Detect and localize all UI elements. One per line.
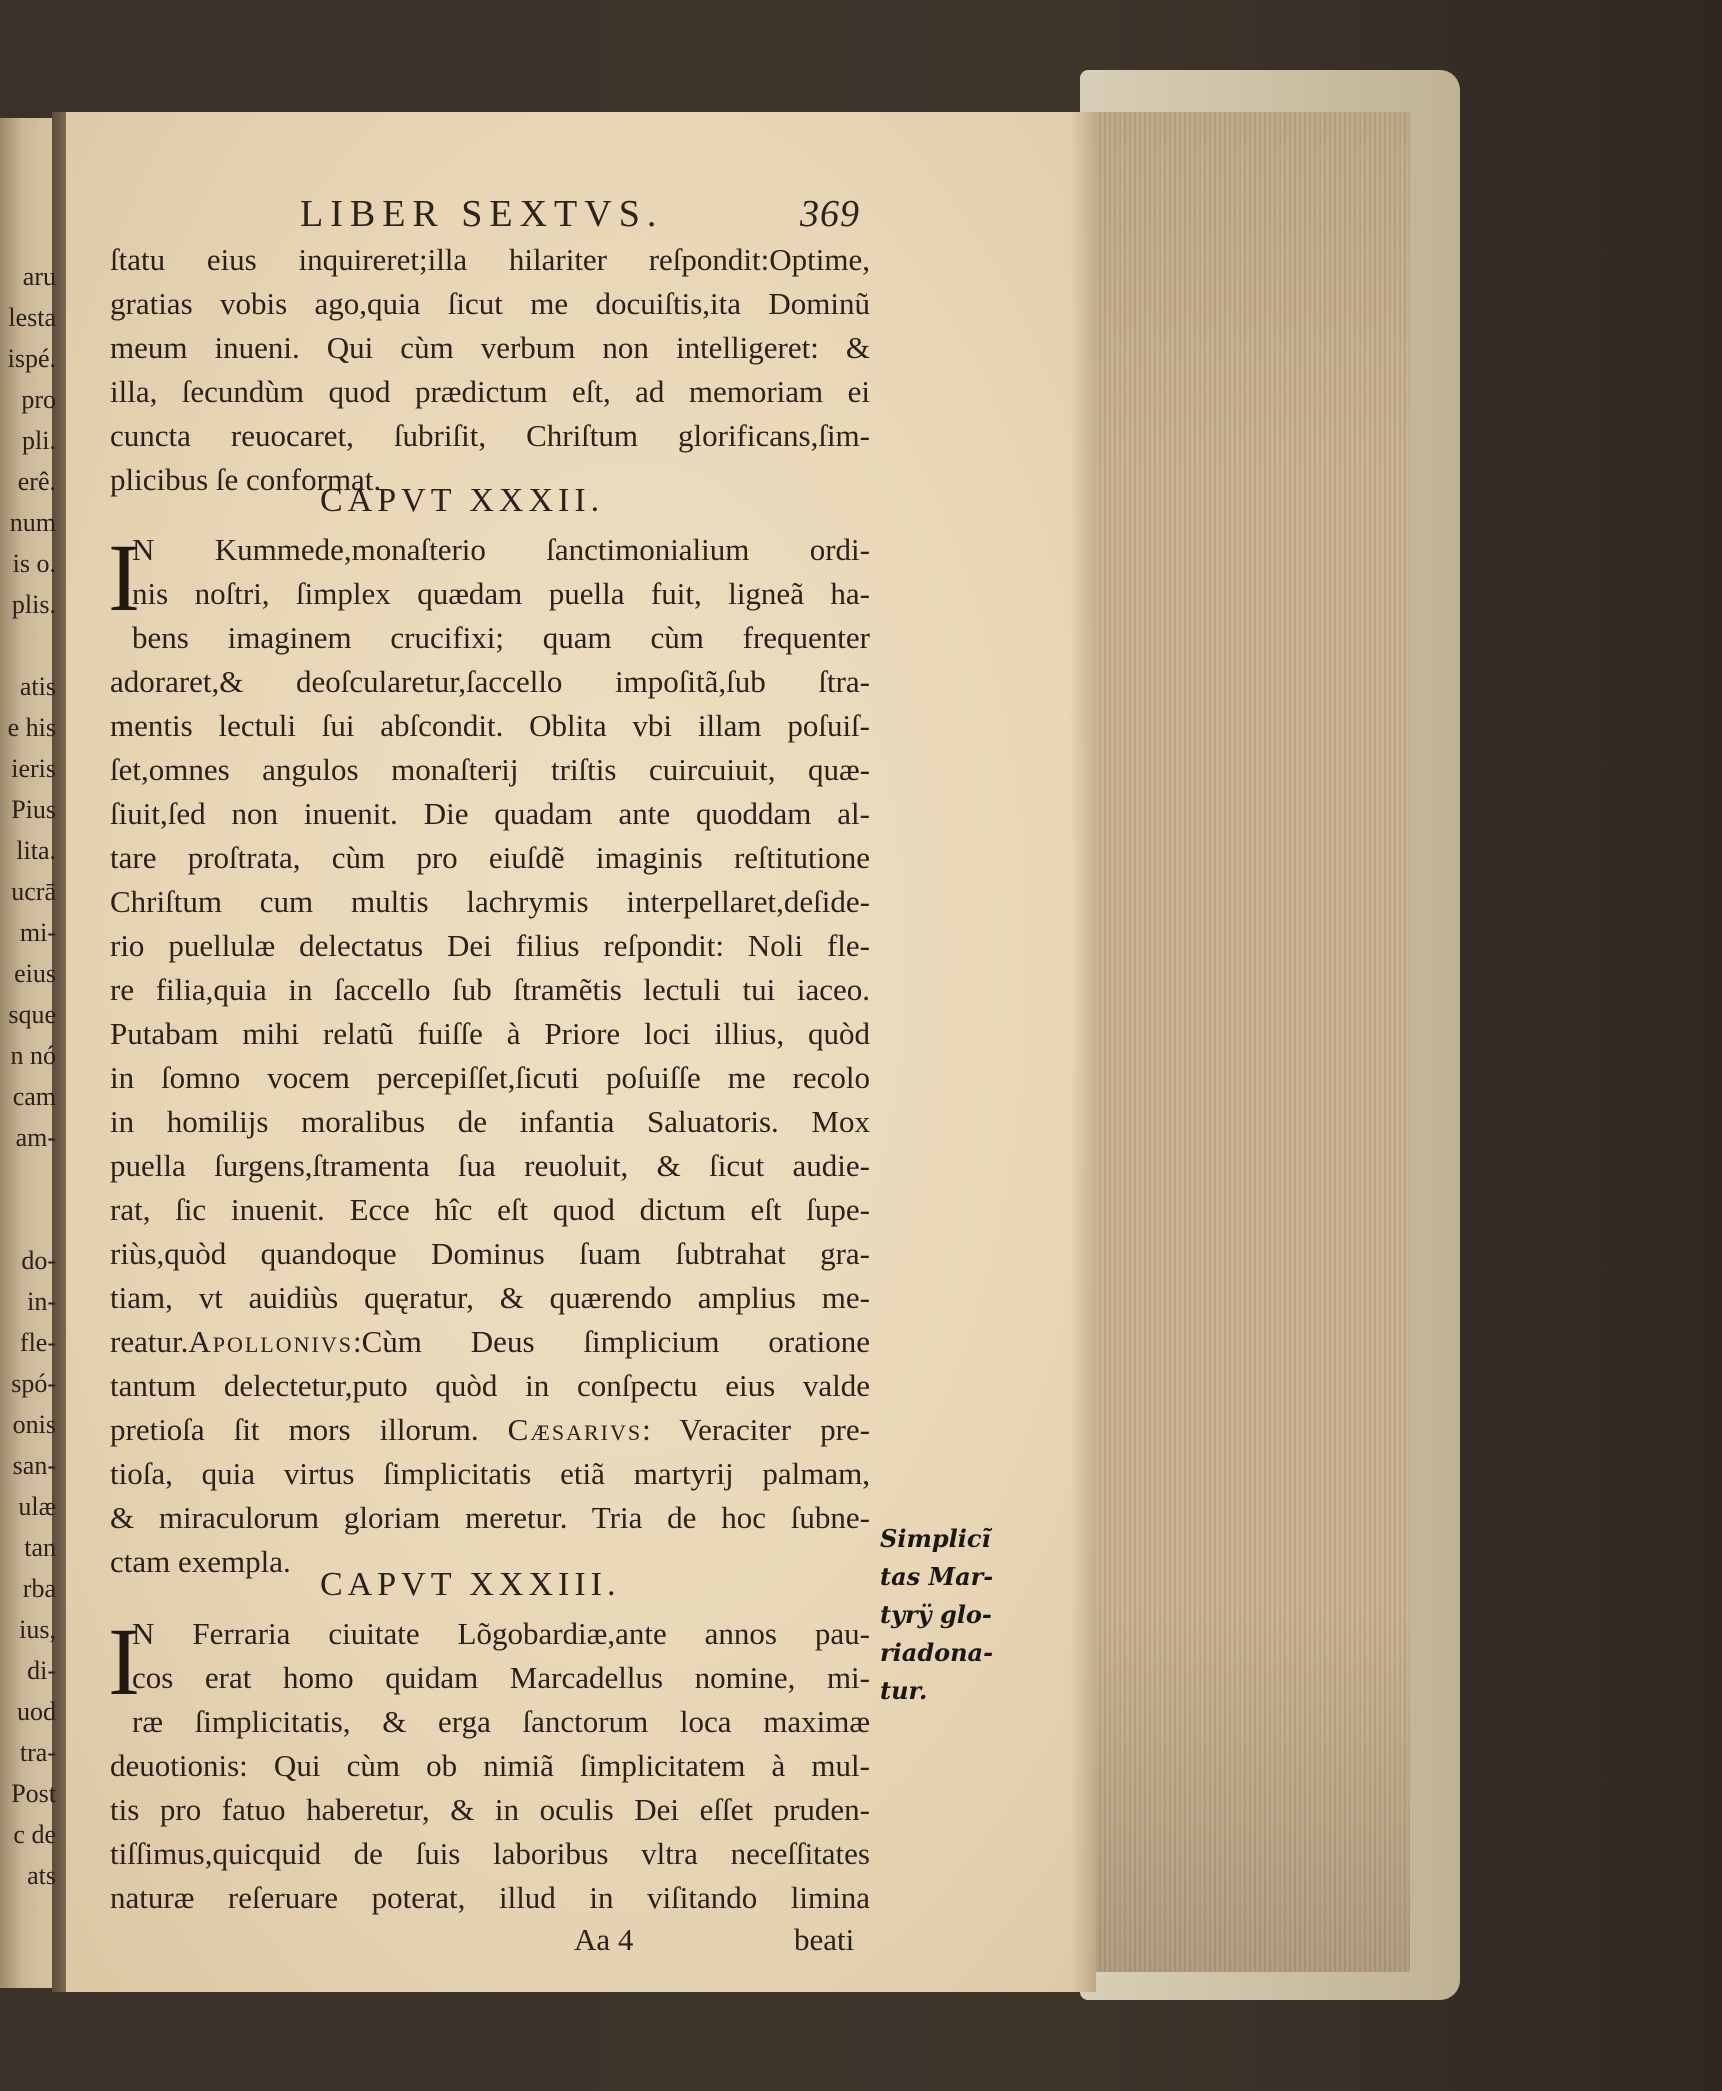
left-page-fragment-text: eius	[14, 959, 56, 988]
text-line: N Kummede,monaſterio ſanctimonialium ordi-	[132, 532, 870, 567]
marginal-note	[880, 1520, 1030, 1710]
text-line: ſiuit,ſed non inuenit. Die quadam ante quoddam al-	[110, 796, 870, 831]
left-page-fragment-text: plis.	[11, 590, 56, 619]
chapter-heading: CAPVT XXXII.	[320, 482, 605, 519]
left-page-fragment-text: ats	[27, 1861, 56, 1890]
text-line: N Ferraria ciuitate Lõgobardiæ,ante annos pau-	[132, 1616, 870, 1651]
text-line: rio puellulæ delectatus Dei filius reſpondit: Noli fle-	[110, 928, 870, 963]
page-shadow	[1070, 112, 1096, 1992]
left-page-fragment-text: am-	[15, 1123, 56, 1152]
left-page-fragment-text: di-	[27, 1656, 56, 1685]
left-page-fragment-text: sque	[8, 1000, 56, 1029]
marginal-note-line: riadona-	[880, 1638, 994, 1667]
signature-mark: Aa 4	[574, 1922, 634, 1957]
text-fragment: : Veraciter pre-	[642, 1412, 870, 1447]
left-page-fragment-text: lita.	[16, 836, 56, 865]
left-page-fragment-text: fle-	[19, 1328, 56, 1357]
left-page-fragment-text: c de	[13, 1820, 56, 1849]
running-head-title: LIBER SEXTVS.	[300, 193, 664, 235]
text-line: Putabam mihi relatũ fuiſſe à Priore loci illius, quòd	[110, 1016, 870, 1051]
left-page-fragment-text: Pius	[11, 795, 56, 824]
left-page-fragment-text: is o.	[12, 549, 56, 578]
text-line: meum inueni. Qui cùm verbum non intelligeret: &	[110, 330, 870, 365]
text-line: bens imaginem crucifixi; quam cùm frequenter	[132, 620, 870, 655]
text-line: tis pro fatuo haberetur, & in oculis Dei eſſet pruden-	[110, 1792, 870, 1827]
text-line: in ſomno vocem percepiſſet,ſicuti poſuiſſe me recolo	[110, 1060, 870, 1095]
text-line: & miraculorum gloriam meretur. Tria de hoc ſubne-	[110, 1500, 870, 1535]
text-line: puella ſurgens,ſtramenta ſua reuoluit, & ſicut audie-	[110, 1148, 870, 1183]
text-line: plicibus ſe conformat.	[110, 462, 382, 497]
text-line: ſtatu eius inquireret;illa hilariter reſpondit:Optime,	[110, 242, 870, 277]
text-line: in homilijs moralibus de infantia Saluatoris. Mox	[110, 1104, 870, 1139]
left-page-fragment-text: pro	[21, 385, 56, 414]
text-line: tiſſimus,quicquid de ſuis laboribus vltra neceſſitates	[110, 1836, 870, 1871]
left-page-fragment-text: in-	[27, 1287, 56, 1316]
text-fragment: pretioſa ſit mors illorum.	[110, 1412, 508, 1447]
left-page-fragment-text: uod	[17, 1697, 56, 1726]
left-page-fragment-text: rba	[22, 1574, 56, 1603]
text-line: tiam, vt auidiùs quęratur, & quærendo amplius me-	[110, 1280, 870, 1315]
text-line: ræ ſimplicitatis, & erga ſanctorum loca maximæ	[132, 1704, 870, 1739]
text-line: tantum delectetur,puto quòd in conſpectu eius valde	[110, 1368, 870, 1403]
text-fragment: reatur.	[110, 1324, 189, 1359]
catchword: beati	[794, 1922, 855, 1957]
left-page-fragment-text: spó-	[11, 1369, 56, 1398]
text-line: ctam exempla.	[110, 1544, 291, 1579]
left-page-fragment-text: pli.	[22, 426, 56, 455]
page-edges-shade	[1092, 112, 1410, 1972]
marginal-note-line: tur.	[880, 1676, 928, 1705]
left-page-fragment-text: atis	[19, 672, 56, 701]
marginal-note-line: tyrÿ glo-	[880, 1600, 992, 1629]
running-head	[300, 192, 900, 242]
marginal-note-line: tas Mar-	[880, 1562, 994, 1591]
left-page-fragment-text: do-	[21, 1246, 56, 1275]
text-line: ſet,omnes angulos monaſterij triſtis cuircuiuit, quæ-	[110, 752, 870, 787]
text-line: adoraret,& deoſcularetur,ſaccello impoſitã,ſub ſtra-	[110, 664, 870, 699]
text-line: mentis lectuli ſui abſcondit. Oblita vbi illam poſuiſ-	[110, 708, 870, 743]
text-line-caesarius	[110, 1410, 870, 1450]
text-line: rat, ſic inuenit. Ecce hîc eſt quod dictum eſt ſupe-	[110, 1192, 870, 1227]
text-line: naturæ reſeruare poterat, illud in viſitando limina	[110, 1880, 870, 1915]
left-page-fragment-text: erê.	[17, 467, 56, 496]
text-line: illa, ſecundùm quod prædictum eſt, ad memoriam ei	[110, 374, 870, 409]
text-fragment: :Cùm Deus ſimplicium oratione	[352, 1324, 870, 1359]
left-page-fragment-text: n nó	[10, 1041, 56, 1070]
left-page-fragment-text: lesta	[8, 303, 56, 332]
text-line: riùs,quòd quandoque Dominus ſuam ſubtrahat gra-	[110, 1236, 870, 1271]
text-line: tare proſtrata, cùm pro eiuſdẽ imaginis reſtitutione	[110, 840, 870, 875]
left-page-fragment-text: Post	[11, 1779, 56, 1808]
text-line: Chriſtum cum multis lachrymis interpellaret,deſide-	[110, 884, 870, 919]
drop-cap: I	[108, 524, 140, 631]
text-line-apollonius	[110, 1322, 870, 1362]
text-line: nis noſtri, ſimplex quædam puella fuit, ligneã ha-	[132, 576, 870, 611]
left-page-fragment-text: aru	[22, 262, 56, 291]
text-line: cuncta reuocaret, ſubriſit, Chriſtum glorificans,ſim-	[110, 418, 870, 453]
left-page-fragment-text: ieris	[11, 754, 56, 783]
left-page-fragment-text: tan	[24, 1533, 56, 1562]
left-page-fragment-text: ucrā	[11, 877, 56, 906]
speaker-name: Cæsarivs	[507, 1412, 643, 1447]
left-page-fragment-text: ius,	[19, 1615, 56, 1644]
left-page-fragment-text: num	[9, 508, 56, 537]
page-number: 369	[800, 193, 860, 235]
left-page-fragment-text: cam	[12, 1082, 56, 1111]
text-line: tioſa, quia virtus ſimplicitatis etiã martyrij palmam,	[110, 1456, 870, 1491]
left-page-fragment-text: onis	[12, 1410, 56, 1439]
chapter-heading: CAPVT XXXIII.	[320, 1566, 621, 1603]
left-page-fragment-text: san-	[12, 1451, 56, 1480]
text-line: re filia,quia in ſaccello ſub ſtramẽtis lectuli tui iaceo.	[110, 972, 870, 1007]
text-line: gratias vobis ago,quia ſicut me docuiſtis,ita Dominũ	[110, 286, 870, 321]
speaker-name: Apollonivs	[188, 1324, 353, 1359]
text-line: deuotionis: Qui cùm ob nimiã ſimplicitatem à mul-	[110, 1748, 870, 1783]
marginal-note-line: Simplicĩ	[880, 1524, 991, 1553]
left-page-fragment-text: e his	[7, 713, 56, 742]
drop-cap: I	[108, 1608, 140, 1715]
left-page-fragment-text: ulæ	[18, 1492, 56, 1521]
left-page-fragment-text: mi-	[19, 918, 56, 947]
left-page-fragment-text: tra-	[19, 1738, 56, 1767]
text-line: cos erat homo quidam Marcadellus nomine, mi-	[132, 1660, 870, 1695]
left-page-fragment-text: ispé.	[7, 344, 56, 373]
